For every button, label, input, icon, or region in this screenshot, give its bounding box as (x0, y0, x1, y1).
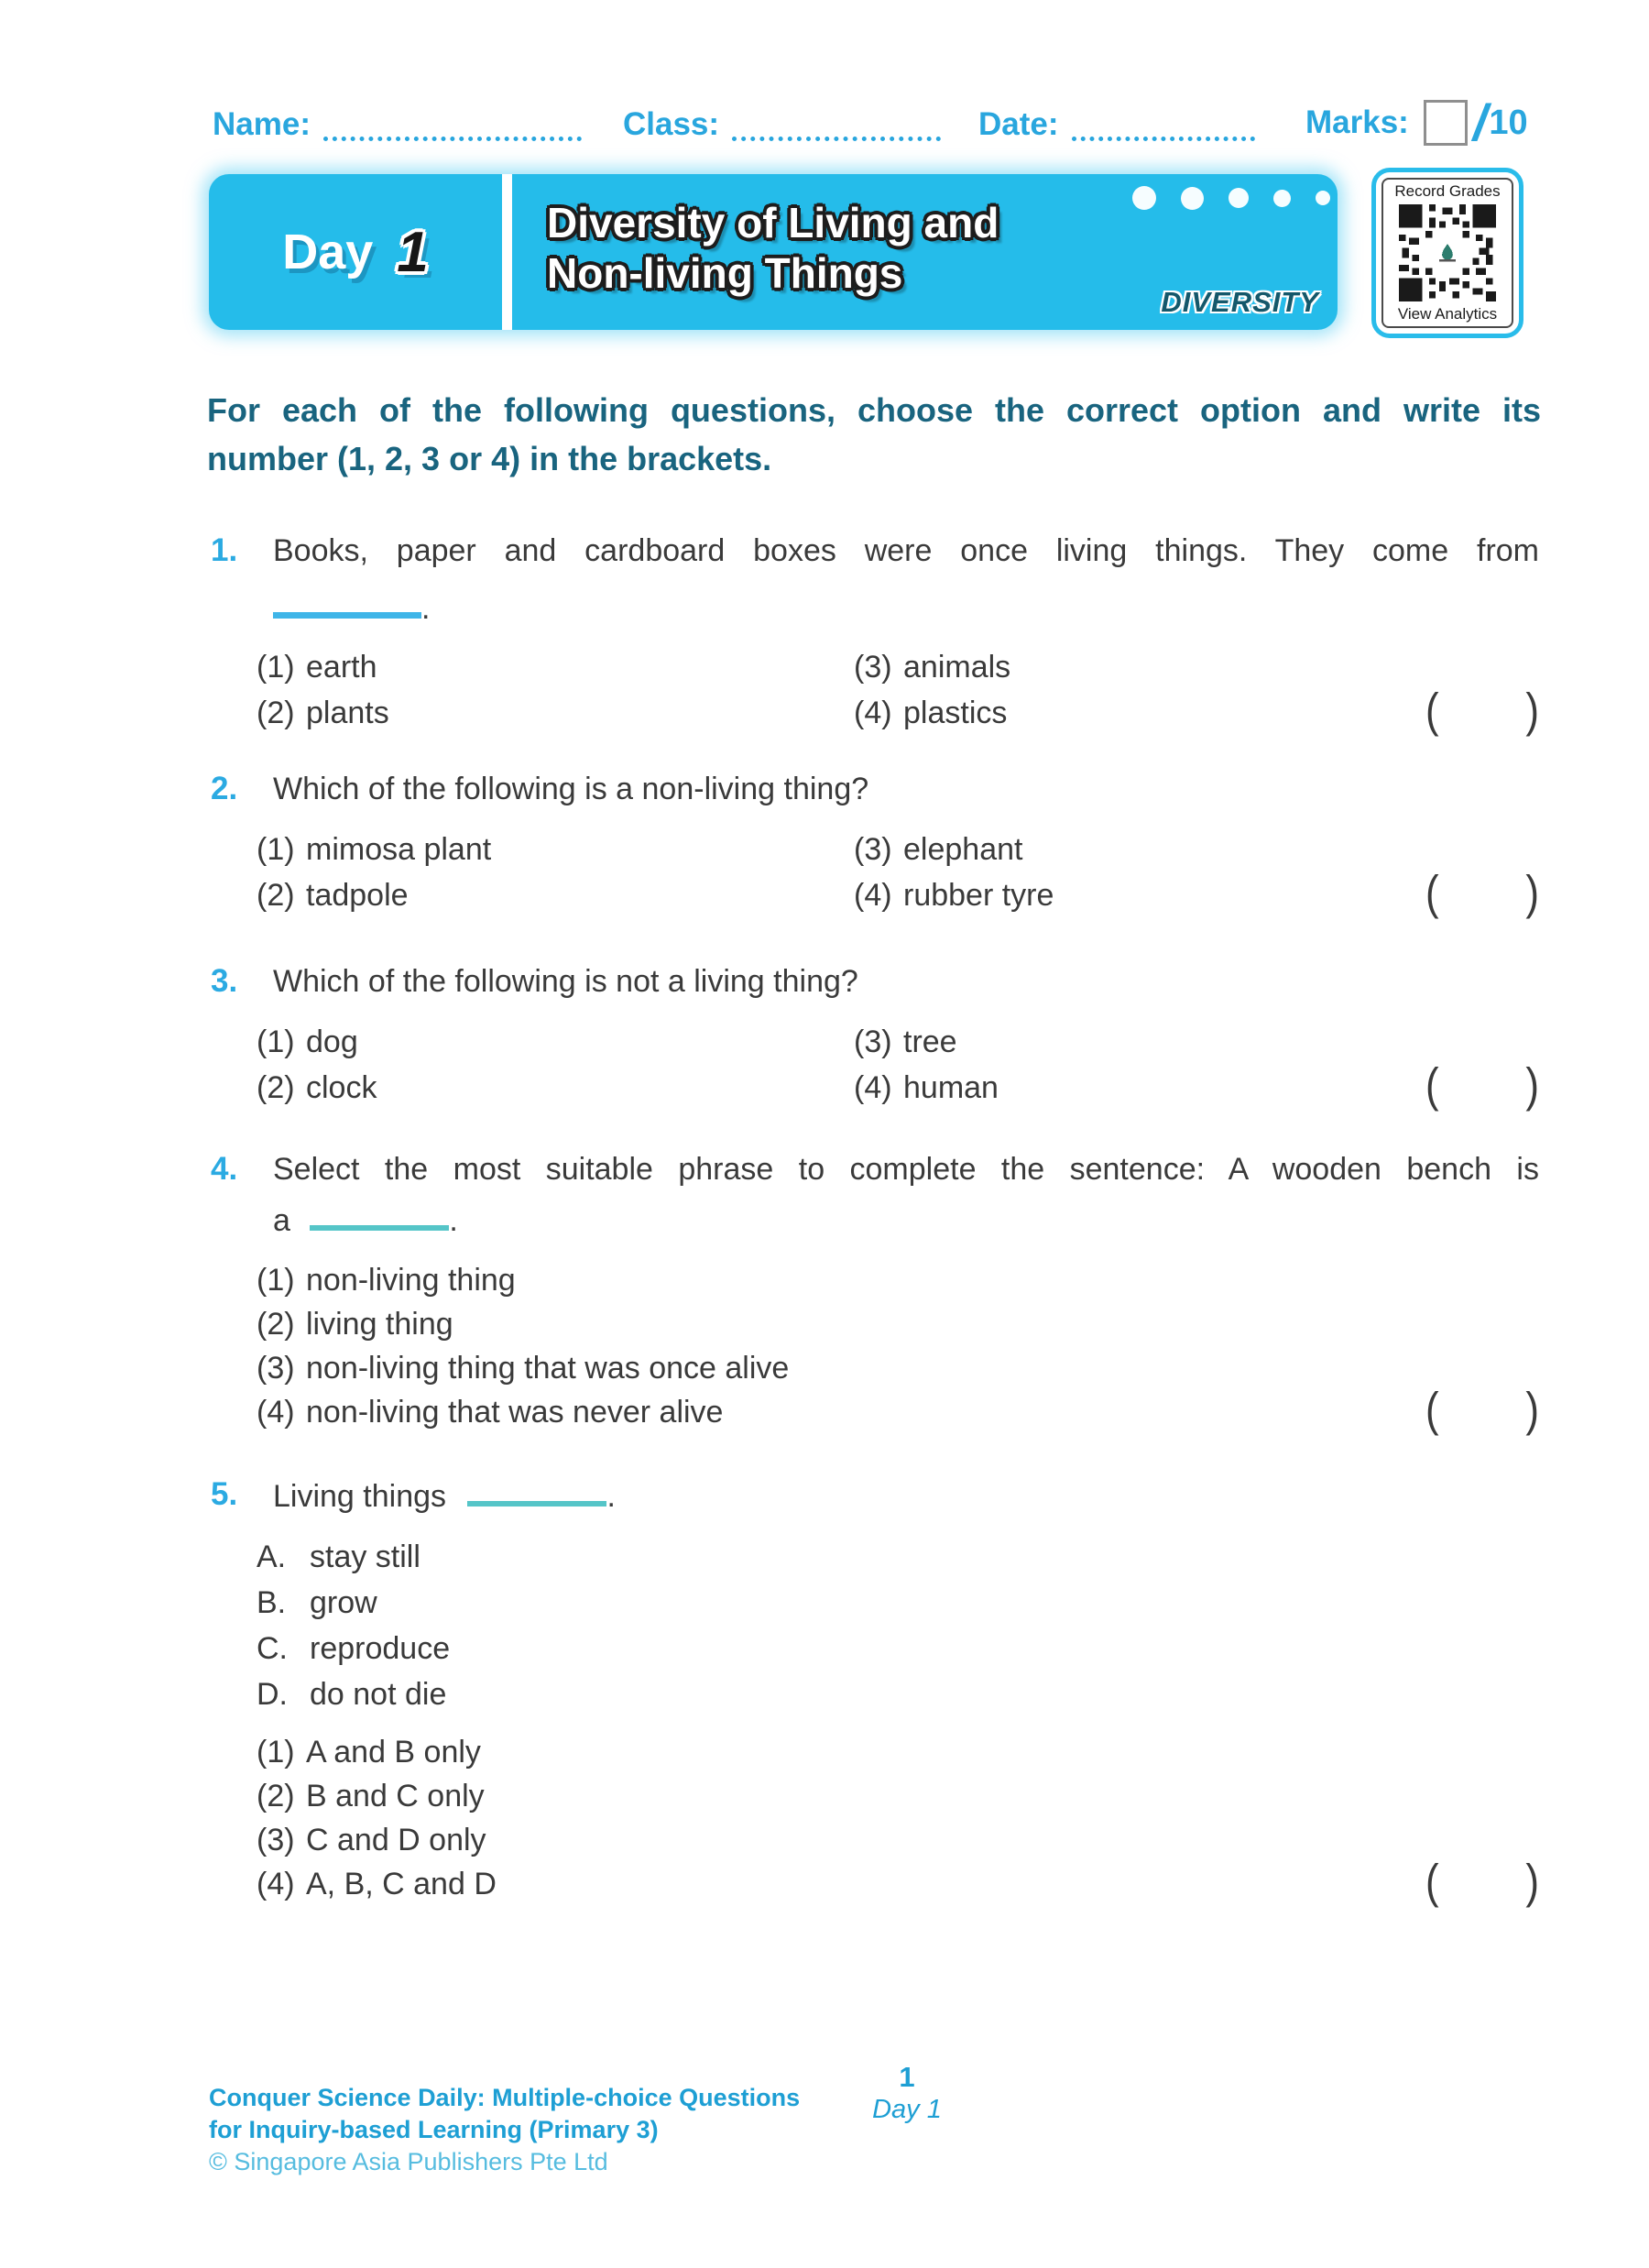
option-label: B and C only (306, 1779, 485, 1813)
option-3 (854, 1019, 957, 1065)
option-label: non-living that was never alive (306, 1395, 724, 1430)
date-field-group (978, 99, 1255, 147)
option-number: (1) (257, 650, 295, 685)
option-2 (257, 1302, 453, 1346)
question-1 (209, 530, 1539, 736)
question-3-text: Which of the following is not a living thing? (273, 964, 858, 999)
option-2 (257, 872, 854, 918)
statement-row (257, 1580, 1539, 1626)
question-4-number: 4. (211, 1151, 238, 1187)
option-number: (1) (257, 1024, 295, 1059)
statement-label: reproduce (310, 1631, 451, 1666)
option-1 (257, 1730, 481, 1774)
question-1-answer-blank[interactable] (273, 585, 421, 619)
option-3 (854, 827, 1022, 872)
marks-slash: / (1472, 93, 1488, 151)
answer-bracket[interactable] (1425, 684, 1539, 738)
marks-label: Marks: (1305, 104, 1409, 140)
bracket-close: ) (1525, 866, 1539, 920)
option-label: earth (306, 650, 377, 685)
bracket-close: ) (1525, 1383, 1539, 1437)
option-number: (2) (257, 1070, 295, 1105)
class-write-line[interactable] (732, 104, 941, 141)
qr-analytics-card (1371, 168, 1523, 338)
publisher-line: © Singapore Asia Publishers Pte Ltd (209, 2148, 608, 2175)
option-row (257, 1258, 1539, 1302)
option-row (257, 1730, 1539, 1774)
day-number: 1 (397, 220, 429, 284)
statement-label: stay still (310, 1539, 420, 1574)
question-4-text: Select the most suitable phrase to complete the sentence: A wooden bench is (273, 1152, 1539, 1187)
question-4 (209, 1148, 1539, 1437)
option-row (257, 1855, 1539, 1909)
option-number: (3) (257, 1351, 295, 1386)
day-word: Day (282, 225, 374, 279)
marks-input-box[interactable] (1424, 100, 1468, 146)
option-row (257, 1383, 1539, 1437)
question-3 (209, 960, 1539, 1111)
answer-bracket[interactable] (1425, 1383, 1539, 1437)
option-row (257, 1058, 1539, 1112)
option-number: (3) (854, 1024, 892, 1059)
blank-period: . (606, 1479, 616, 1514)
question-1-text: Books, paper and cardboard boxes were once living things. They come from (273, 533, 1539, 568)
statement-row (257, 1626, 1539, 1671)
option-number: (4) (257, 1395, 295, 1430)
name-field-group (213, 99, 582, 147)
blank-period: . (449, 1203, 458, 1238)
option-2 (257, 1065, 854, 1111)
blank-period: . (421, 591, 431, 626)
qr-top-label: Record Grades (1394, 182, 1501, 200)
option-1 (257, 827, 854, 872)
day-badge (209, 174, 502, 330)
class-label: Class: (623, 106, 720, 142)
option-3 (257, 1346, 789, 1390)
option-label: rubber tyre (903, 878, 1054, 913)
option-label: non-living thing (306, 1263, 516, 1298)
statement-d (257, 1671, 446, 1717)
option-1 (257, 644, 854, 690)
option-number: (2) (257, 696, 295, 730)
option-number: (1) (257, 832, 295, 867)
chapter-title-line1: Diversity of Living and (547, 199, 999, 247)
question-5 (209, 1474, 1539, 1909)
day-title-banner (209, 174, 1338, 330)
question-5-number: 5. (211, 1476, 238, 1512)
question-4-answer-blank[interactable] (310, 1198, 449, 1231)
option-4 (257, 1862, 497, 1906)
option-row (257, 1019, 1539, 1065)
question-2-number: 2. (211, 771, 238, 806)
option-2 (257, 690, 854, 736)
bracket-open: ( (1425, 1383, 1439, 1437)
page-number: 1 (899, 2061, 915, 2093)
statement-a (257, 1534, 420, 1580)
option-1 (257, 1258, 516, 1302)
statement-b (257, 1580, 377, 1626)
question-3-number: 3. (211, 963, 238, 999)
question-2 (209, 768, 1539, 918)
option-number: (1) (257, 1263, 295, 1298)
instructions-line1: For each of the following questions, choose the correct option and write its (207, 391, 1541, 429)
bracket-open: ( (1425, 1058, 1439, 1112)
option-number: (2) (257, 1779, 295, 1813)
option-number: (3) (854, 832, 892, 867)
option-row (257, 684, 1539, 738)
option-2 (257, 1774, 485, 1818)
question-1-number: 1. (211, 532, 238, 568)
statement-row (257, 1534, 1539, 1580)
option-row (257, 1774, 1539, 1818)
chapter-title (512, 174, 999, 330)
book-title-line2: for Inquiry-based Learning (Primary 3) (209, 2116, 659, 2143)
option-4 (854, 872, 1054, 918)
option-label: non-living thing that was once alive (306, 1351, 790, 1386)
option-label: plants (306, 696, 389, 730)
decorative-dots (1132, 186, 1330, 210)
option-label: plastics (903, 696, 1008, 730)
option-label: tree (903, 1024, 957, 1059)
qr-inner-frame (1381, 178, 1513, 328)
banner-divider (502, 174, 512, 330)
instructions-line2: number (1, 2, 3 or 4) in the brackets. (207, 440, 772, 477)
page-indicator (829, 2062, 985, 2126)
page-day-label: Day 1 (872, 2095, 942, 2124)
option-number: (4) (854, 878, 892, 913)
instructions (207, 386, 1541, 483)
statement-c (257, 1626, 450, 1671)
option-number: (4) (854, 1070, 892, 1105)
question-5-answer-blank[interactable] (467, 1474, 606, 1507)
option-4 (257, 1390, 723, 1434)
question-2-text: Which of the following is a non-living thing? (273, 772, 869, 806)
bracket-close: ) (1525, 1855, 1539, 1909)
bracket-open: ( (1425, 1855, 1439, 1909)
statement-letter: C. (257, 1631, 288, 1666)
option-1 (257, 1019, 854, 1065)
option-label: clock (306, 1070, 377, 1105)
bracket-open: ( (1425, 684, 1439, 738)
bracket-close: ) (1525, 684, 1539, 738)
option-label: C and D only (306, 1823, 486, 1857)
option-label: tadpole (306, 878, 409, 913)
statement-letter: A. (257, 1539, 287, 1574)
question-5-text-prefix: Living things (273, 1479, 447, 1514)
statement-label: do not die (310, 1677, 447, 1712)
option-row (257, 644, 1539, 690)
option-row (257, 1302, 1539, 1346)
theme-tag: DIVERSITY (1161, 286, 1319, 318)
book-title-line1: Conquer Science Daily: Multiple-choice Questions (209, 2084, 801, 2111)
option-label: A and B only (306, 1735, 481, 1769)
option-number: (2) (257, 878, 295, 913)
statement-label: grow (310, 1585, 377, 1620)
option-4 (854, 690, 1007, 736)
option-4 (854, 1065, 999, 1111)
bracket-open: ( (1425, 866, 1439, 920)
option-number: (3) (257, 1823, 295, 1857)
statement-row (257, 1671, 1539, 1717)
option-number: (3) (854, 650, 892, 685)
option-label: animals (903, 650, 1011, 685)
option-number: (1) (257, 1735, 295, 1769)
question-4-text-prefix: a (273, 1203, 290, 1238)
answer-bracket[interactable] (1425, 866, 1539, 920)
option-number: (2) (257, 1307, 295, 1342)
date-label: Date: (978, 106, 1059, 142)
option-row (257, 866, 1539, 920)
statement-letter: B. (257, 1585, 287, 1620)
name-label: Name: (213, 106, 311, 142)
marks-group (1305, 93, 1528, 151)
option-row (257, 1818, 1539, 1862)
option-row (257, 1346, 1539, 1390)
option-label: mimosa plant (306, 832, 492, 867)
statement-letter: D. (257, 1677, 288, 1712)
option-3 (257, 1818, 486, 1862)
chapter-title-line2: Non-living Things (547, 249, 903, 297)
qr-code-icon[interactable] (1399, 204, 1496, 301)
qr-bottom-label: View Analytics (1397, 305, 1498, 323)
option-3 (854, 644, 1010, 690)
option-number: (4) (854, 696, 892, 730)
option-number: (4) (257, 1867, 295, 1901)
option-row (257, 827, 1539, 872)
answer-bracket[interactable] (1425, 1058, 1539, 1112)
class-field-group (623, 99, 941, 147)
answer-bracket[interactable] (1425, 1855, 1539, 1909)
option-label: human (903, 1070, 999, 1105)
date-write-line[interactable] (1072, 104, 1255, 141)
option-label: dog (306, 1024, 358, 1059)
option-label: elephant (903, 832, 1023, 867)
marks-total: 10 (1489, 104, 1528, 142)
option-label: living thing (306, 1307, 453, 1342)
option-label: A, B, C and D (306, 1867, 497, 1901)
bracket-close: ) (1525, 1058, 1539, 1112)
book-credit (209, 2082, 800, 2178)
name-write-line[interactable] (323, 104, 582, 141)
